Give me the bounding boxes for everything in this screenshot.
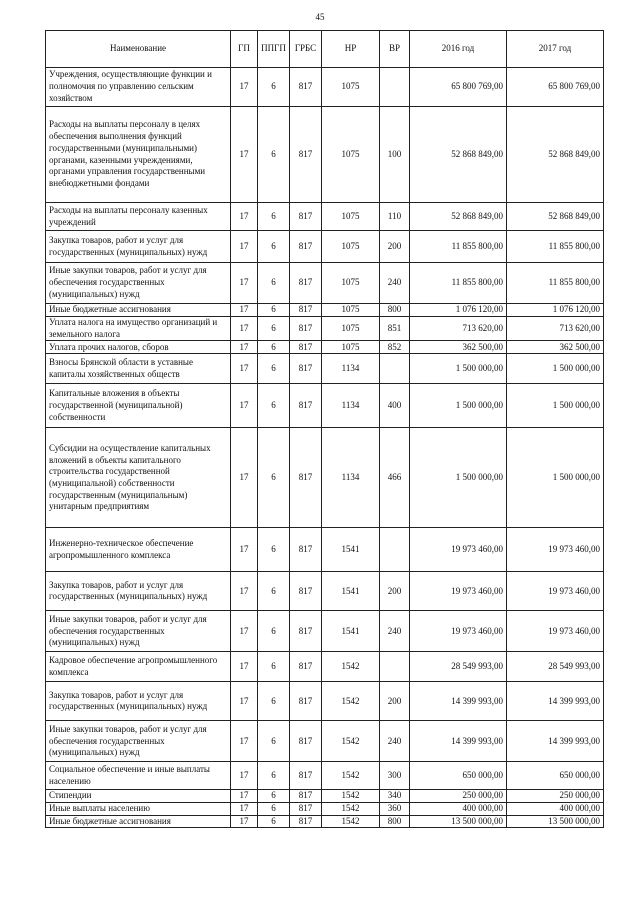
cell-name: Уплата налога на имущество организаций и земельного налога bbox=[46, 317, 231, 341]
table-row bbox=[46, 652, 604, 682]
cell-name: Иные закупки товаров, работ и услуг для обеспечения государственных (муниципальных) нужд bbox=[46, 263, 231, 304]
page-number: 45 bbox=[315, 12, 325, 22]
cell-gp: 17 bbox=[231, 721, 258, 762]
cell-2016: 250 000,00 bbox=[410, 790, 507, 803]
cell-gp: 17 bbox=[231, 107, 258, 203]
cell-grbs: 817 bbox=[290, 341, 322, 354]
cell-grbs: 817 bbox=[290, 428, 322, 528]
cell-grbs: 817 bbox=[290, 263, 322, 304]
cell-nr: 1542 bbox=[322, 652, 380, 682]
table-row bbox=[46, 572, 604, 611]
cell-ppgp: 6 bbox=[258, 428, 290, 528]
cell-gp: 17 bbox=[231, 384, 258, 428]
cell-gp: 17 bbox=[231, 428, 258, 528]
cell-grbs: 817 bbox=[290, 107, 322, 203]
cell-2016: 713 620,00 bbox=[410, 317, 507, 341]
cell-2016: 19 973 460,00 bbox=[410, 572, 507, 611]
table-row bbox=[46, 68, 604, 107]
col-header-2016: 2016 год bbox=[410, 31, 507, 68]
cell-vr: 851 bbox=[380, 317, 410, 341]
table-row bbox=[46, 107, 604, 203]
cell-gp: 17 bbox=[231, 203, 258, 231]
cell-gp: 17 bbox=[231, 341, 258, 354]
cell-2016: 28 549 993,00 bbox=[410, 652, 507, 682]
cell-grbs: 817 bbox=[290, 682, 322, 721]
cell-grbs: 817 bbox=[290, 203, 322, 231]
cell-2016: 52 868 849,00 bbox=[410, 203, 507, 231]
table-row bbox=[46, 203, 604, 231]
col-header-2017: 2017 год bbox=[507, 31, 604, 68]
cell-2017: 28 549 993,00 bbox=[507, 652, 604, 682]
cell-grbs: 817 bbox=[290, 384, 322, 428]
cell-nr: 1542 bbox=[322, 803, 380, 816]
cell-2017: 19 973 460,00 bbox=[507, 572, 604, 611]
cell-nr: 1075 bbox=[322, 317, 380, 341]
table-row bbox=[46, 721, 604, 762]
cell-name: Субсидии на осуществление капитальных вложений в объекты капитального строительства государственной (муниципальной) собственности государственным (муниципальным) унитарным предприятиям bbox=[46, 428, 231, 528]
cell-nr: 1542 bbox=[322, 815, 380, 828]
cell-gp: 17 bbox=[231, 803, 258, 816]
cell-name: Закупка товаров, работ и услуг для государственных (муниципальных) нужд bbox=[46, 231, 231, 263]
cell-vr: 852 bbox=[380, 341, 410, 354]
cell-vr: 800 bbox=[380, 815, 410, 828]
cell-2017: 65 800 769,00 bbox=[507, 68, 604, 107]
cell-nr: 1075 bbox=[322, 304, 380, 317]
cell-2016: 13 500 000,00 bbox=[410, 815, 507, 828]
table-row bbox=[46, 341, 604, 354]
cell-vr: 800 bbox=[380, 304, 410, 317]
cell-2017: 1 500 000,00 bbox=[507, 354, 604, 384]
cell-name: Социальное обеспечение и иные выплаты населению bbox=[46, 762, 231, 790]
cell-name: Иные закупки товаров, работ и услуг для обеспечения государственных (муниципальных) нужд bbox=[46, 611, 231, 652]
cell-2017: 13 500 000,00 bbox=[507, 815, 604, 828]
cell-vr: 200 bbox=[380, 572, 410, 611]
cell-ppgp: 6 bbox=[258, 304, 290, 317]
cell-name: Взносы Брянской области в уставные капиталы хозяйственных обществ bbox=[46, 354, 231, 384]
cell-ppgp: 6 bbox=[258, 384, 290, 428]
cell-nr: 1075 bbox=[322, 107, 380, 203]
cell-nr: 1075 bbox=[322, 341, 380, 354]
cell-2016: 1 076 120,00 bbox=[410, 304, 507, 317]
cell-vr: 340 bbox=[380, 790, 410, 803]
col-header-vr: ВР bbox=[380, 31, 410, 68]
table-header-row bbox=[46, 31, 604, 68]
cell-ppgp: 6 bbox=[258, 354, 290, 384]
cell-grbs: 817 bbox=[290, 68, 322, 107]
cell-gp: 17 bbox=[231, 231, 258, 263]
table-row bbox=[46, 803, 604, 816]
cell-vr: 466 bbox=[380, 428, 410, 528]
cell-ppgp: 6 bbox=[258, 107, 290, 203]
cell-gp: 17 bbox=[231, 652, 258, 682]
cell-name: Иные закупки товаров, работ и услуг для обеспечения государственных (муниципальных) нужд bbox=[46, 721, 231, 762]
cell-2017: 250 000,00 bbox=[507, 790, 604, 803]
cell-name: Расходы на выплаты персоналу в целях обеспечения выполнения функций государственными (муниципальными) органами, казенными учреждениями, органами управления государственными внебюджетными фондами bbox=[46, 107, 231, 203]
table-row bbox=[46, 231, 604, 263]
cell-name: Капитальные вложения в объекты государственной (муниципальной) собственности bbox=[46, 384, 231, 428]
cell-grbs: 817 bbox=[290, 572, 322, 611]
cell-2016: 14 399 993,00 bbox=[410, 721, 507, 762]
cell-nr: 1542 bbox=[322, 682, 380, 721]
cell-vr bbox=[380, 652, 410, 682]
cell-2017: 19 973 460,00 bbox=[507, 528, 604, 572]
table-row bbox=[46, 762, 604, 790]
cell-grbs: 817 bbox=[290, 803, 322, 816]
table-row bbox=[46, 384, 604, 428]
cell-gp: 17 bbox=[231, 528, 258, 572]
cell-2017: 11 855 800,00 bbox=[507, 231, 604, 263]
cell-gp: 17 bbox=[231, 682, 258, 721]
cell-2016: 19 973 460,00 bbox=[410, 528, 507, 572]
table-row bbox=[46, 354, 604, 384]
cell-2017: 11 855 800,00 bbox=[507, 263, 604, 304]
cell-gp: 17 bbox=[231, 762, 258, 790]
cell-vr: 240 bbox=[380, 611, 410, 652]
cell-2017: 52 868 849,00 bbox=[507, 203, 604, 231]
cell-2017: 52 868 849,00 bbox=[507, 107, 604, 203]
cell-grbs: 817 bbox=[290, 815, 322, 828]
cell-2016: 52 868 849,00 bbox=[410, 107, 507, 203]
cell-grbs: 817 bbox=[290, 721, 322, 762]
cell-grbs: 817 bbox=[290, 611, 322, 652]
cell-ppgp: 6 bbox=[258, 68, 290, 107]
cell-ppgp: 6 bbox=[258, 762, 290, 790]
cell-2016: 650 000,00 bbox=[410, 762, 507, 790]
cell-grbs: 817 bbox=[290, 317, 322, 341]
col-header-name: Наименование bbox=[46, 31, 231, 68]
cell-name: Стипендии bbox=[46, 790, 231, 803]
cell-gp: 17 bbox=[231, 354, 258, 384]
cell-nr: 1075 bbox=[322, 231, 380, 263]
cell-nr: 1542 bbox=[322, 762, 380, 790]
cell-vr: 100 bbox=[380, 107, 410, 203]
cell-2016: 11 855 800,00 bbox=[410, 231, 507, 263]
cell-nr: 1075 bbox=[322, 263, 380, 304]
cell-ppgp: 6 bbox=[258, 611, 290, 652]
cell-2016: 14 399 993,00 bbox=[410, 682, 507, 721]
cell-2017: 14 399 993,00 bbox=[507, 721, 604, 762]
table-row bbox=[46, 304, 604, 317]
cell-vr bbox=[380, 528, 410, 572]
cell-nr: 1134 bbox=[322, 384, 380, 428]
cell-gp: 17 bbox=[231, 572, 258, 611]
table-row bbox=[46, 611, 604, 652]
cell-gp: 17 bbox=[231, 317, 258, 341]
cell-nr: 1542 bbox=[322, 790, 380, 803]
cell-grbs: 817 bbox=[290, 354, 322, 384]
col-header-nr: НР bbox=[322, 31, 380, 68]
cell-2017: 1 500 000,00 bbox=[507, 428, 604, 528]
cell-nr: 1541 bbox=[322, 611, 380, 652]
cell-vr: 240 bbox=[380, 721, 410, 762]
cell-grbs: 817 bbox=[290, 790, 322, 803]
cell-ppgp: 6 bbox=[258, 572, 290, 611]
cell-gp: 17 bbox=[231, 815, 258, 828]
cell-2016: 400 000,00 bbox=[410, 803, 507, 816]
cell-nr: 1075 bbox=[322, 203, 380, 231]
cell-grbs: 817 bbox=[290, 762, 322, 790]
table-row bbox=[46, 263, 604, 304]
table-row bbox=[46, 790, 604, 803]
cell-2017: 1 076 120,00 bbox=[507, 304, 604, 317]
col-header-gp: ГП bbox=[231, 31, 258, 68]
cell-vr: 200 bbox=[380, 682, 410, 721]
cell-2017: 713 620,00 bbox=[507, 317, 604, 341]
cell-vr bbox=[380, 354, 410, 384]
cell-2017: 400 000,00 bbox=[507, 803, 604, 816]
cell-vr: 200 bbox=[380, 231, 410, 263]
cell-grbs: 817 bbox=[290, 304, 322, 317]
table-row bbox=[46, 428, 604, 528]
cell-2017: 650 000,00 bbox=[507, 762, 604, 790]
cell-ppgp: 6 bbox=[258, 721, 290, 762]
cell-nr: 1541 bbox=[322, 528, 380, 572]
cell-nr: 1542 bbox=[322, 721, 380, 762]
cell-grbs: 817 bbox=[290, 231, 322, 263]
col-header-ppgp: ППГП bbox=[258, 31, 290, 68]
cell-gp: 17 bbox=[231, 263, 258, 304]
cell-ppgp: 6 bbox=[258, 317, 290, 341]
cell-ppgp: 6 bbox=[258, 231, 290, 263]
cell-name: Учреждения, осуществляющие функции и полномочия по управлению сельским хозяйством bbox=[46, 68, 231, 107]
cell-nr: 1541 bbox=[322, 572, 380, 611]
cell-gp: 17 bbox=[231, 611, 258, 652]
cell-vr: 400 bbox=[380, 384, 410, 428]
cell-ppgp: 6 bbox=[258, 263, 290, 304]
cell-name: Иные бюджетные ассигнования bbox=[46, 815, 231, 828]
cell-ppgp: 6 bbox=[258, 341, 290, 354]
cell-name: Уплата прочих налогов, сборов bbox=[46, 341, 231, 354]
cell-vr: 300 bbox=[380, 762, 410, 790]
cell-2017: 14 399 993,00 bbox=[507, 682, 604, 721]
cell-vr bbox=[380, 68, 410, 107]
cell-2016: 19 973 460,00 bbox=[410, 611, 507, 652]
cell-ppgp: 6 bbox=[258, 815, 290, 828]
cell-gp: 17 bbox=[231, 790, 258, 803]
cell-vr: 110 bbox=[380, 203, 410, 231]
cell-ppgp: 6 bbox=[258, 203, 290, 231]
cell-2016: 1 500 000,00 bbox=[410, 428, 507, 528]
cell-ppgp: 6 bbox=[258, 790, 290, 803]
cell-ppgp: 6 bbox=[258, 528, 290, 572]
col-header-grbs: ГРБС bbox=[290, 31, 322, 68]
cell-name: Инженерно-техническое обеспечение агропромышленного комплекса bbox=[46, 528, 231, 572]
cell-gp: 17 bbox=[231, 304, 258, 317]
cell-ppgp: 6 bbox=[258, 803, 290, 816]
cell-2016: 362 500,00 bbox=[410, 341, 507, 354]
cell-vr: 360 bbox=[380, 803, 410, 816]
cell-name: Закупка товаров, работ и услуг для государственных (муниципальных) нужд bbox=[46, 572, 231, 611]
cell-name: Иные бюджетные ассигнования bbox=[46, 304, 231, 317]
budget-table bbox=[45, 30, 604, 828]
cell-nr: 1134 bbox=[322, 354, 380, 384]
cell-2017: 19 973 460,00 bbox=[507, 611, 604, 652]
table-row bbox=[46, 682, 604, 721]
cell-ppgp: 6 bbox=[258, 682, 290, 721]
cell-2016: 1 500 000,00 bbox=[410, 384, 507, 428]
cell-name: Закупка товаров, работ и услуг для государственных (муниципальных) нужд bbox=[46, 682, 231, 721]
cell-2016: 1 500 000,00 bbox=[410, 354, 507, 384]
cell-2016: 11 855 800,00 bbox=[410, 263, 507, 304]
cell-2016: 65 800 769,00 bbox=[410, 68, 507, 107]
table-row bbox=[46, 317, 604, 341]
table-row bbox=[46, 815, 604, 828]
cell-nr: 1134 bbox=[322, 428, 380, 528]
cell-2017: 1 500 000,00 bbox=[507, 384, 604, 428]
cell-name: Кадровое обеспечение агропромышленного комплекса bbox=[46, 652, 231, 682]
cell-grbs: 817 bbox=[290, 528, 322, 572]
table-row bbox=[46, 528, 604, 572]
cell-vr: 240 bbox=[380, 263, 410, 304]
cell-nr: 1075 bbox=[322, 68, 380, 107]
cell-2017: 362 500,00 bbox=[507, 341, 604, 354]
cell-ppgp: 6 bbox=[258, 652, 290, 682]
cell-grbs: 817 bbox=[290, 652, 322, 682]
cell-name: Расходы на выплаты персоналу казенных учреждений bbox=[46, 203, 231, 231]
cell-gp: 17 bbox=[231, 68, 258, 107]
cell-name: Иные выплаты населению bbox=[46, 803, 231, 816]
